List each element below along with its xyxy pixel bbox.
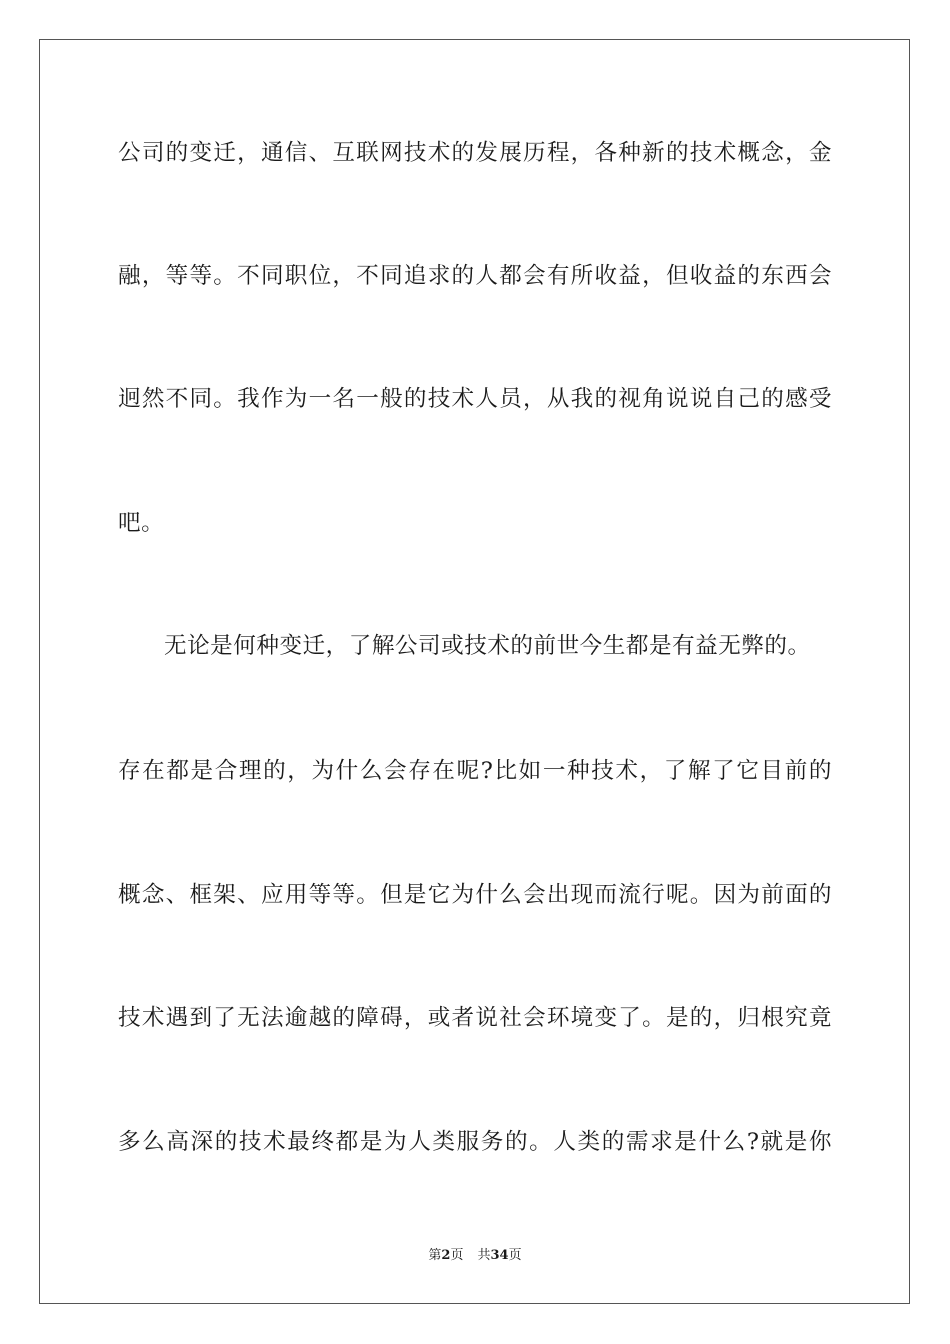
page-number: 2	[441, 1248, 451, 1263]
total-prefix: 共	[477, 1248, 491, 1263]
body-line-6: 存在都是合理的，为什么会存在呢?比如一种技术，了解了它目前的	[118, 758, 832, 784]
body-line-9: 多么高深的技术最终都是为人类服务的。人类的需求是什么?就是你	[118, 1129, 832, 1155]
page-suffix: 页	[450, 1248, 464, 1263]
page-footer	[0, 1247, 950, 1265]
body-line-2: 融，等等。不同职位，不同追求的人都会有所收益，但收益的东西会	[118, 263, 832, 289]
page-prefix: 第	[428, 1248, 442, 1263]
body-line-4: 吧。	[118, 510, 165, 536]
body-line-3: 迥然不同。我作为一名一般的技术人员，从我的视角说说自己的感受	[118, 386, 832, 412]
total-suffix: 页	[508, 1248, 522, 1263]
body-line-7: 概念、框架、应用等等。但是它为什么会出现而流行呢。因为前面的	[118, 882, 832, 908]
total-pages: 34	[490, 1248, 509, 1263]
body-line-1: 公司的变迁，通信、互联网技术的发展历程，各种新的技术概念，金	[118, 140, 832, 166]
body-line-8: 技术遇到了无法逾越的障碍，或者说社会环境变了。是的，归根究竟	[118, 1005, 832, 1031]
page-frame	[39, 39, 910, 1304]
body-line-5: 无论是何种变迁，了解公司或技术的前世今生都是有益无弊的。	[164, 633, 811, 659]
